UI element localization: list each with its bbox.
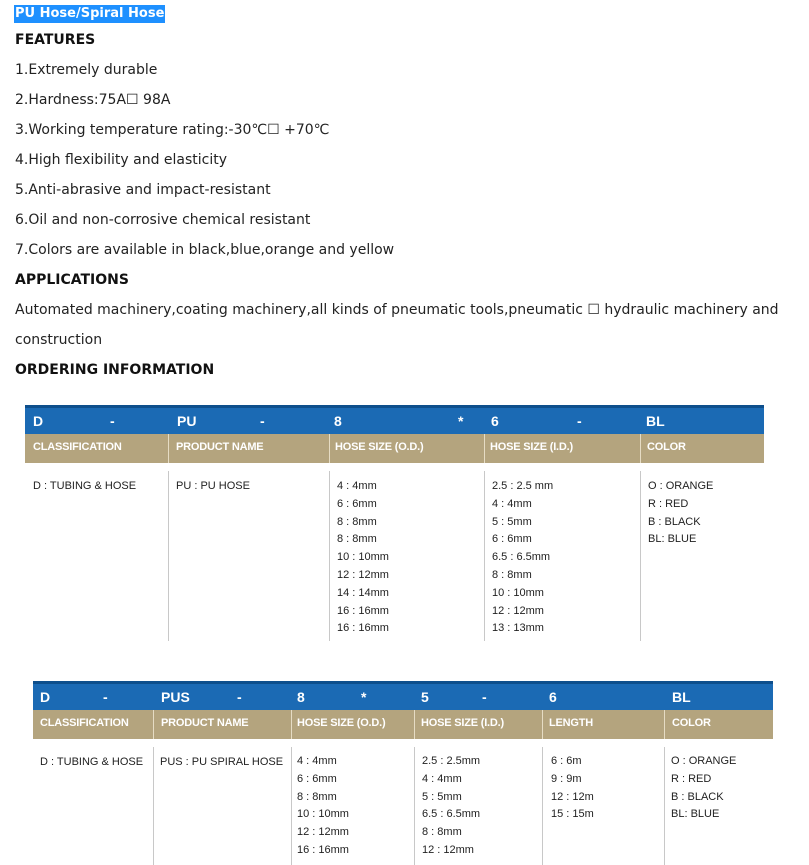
od-item: 10 : 10mm [297,808,349,821]
id-item: 10 : 10mm [492,586,544,599]
code-segment: D [40,689,51,705]
od-item: 8 : 8mm [337,533,377,546]
code-segment: 6 [549,689,557,705]
feature-item: 7.Colors are available in black,blue,orange and yellow [15,242,395,258]
header-hose-od: HOSE SIZE (O.D.) [335,441,424,453]
id-item: 6.5 : 6.5mm [492,551,551,564]
code-segment: - [260,413,265,429]
header-hose-id: HOSE SIZE (I.D.) [421,717,504,729]
code-segment: BL [672,689,691,705]
id-item: 5 : 5mm [422,790,462,803]
od-list [337,478,389,638]
code-segment: PU [177,413,197,429]
id-item: 6 : 6mm [492,533,532,546]
id-list [422,753,480,860]
feature-item: 4.High flexibility and elasticity [15,152,228,168]
od-item: 12 : 12mm [297,826,349,839]
feature-item: 1.Extremely durable [15,62,158,78]
id-list [492,478,553,638]
code-segment: - [110,413,115,429]
color-item: B : BLACK [671,790,724,803]
feature-item: 5.Anti-abrasive and impact-resistant [15,182,271,198]
od-item: 16 : 16mm [337,604,389,617]
od-item: 14 : 14mm [337,586,389,599]
color-item: B : BLACK [648,515,701,528]
header-classification: CLASSIFICATION [40,717,129,729]
header-color: COLOR [647,441,686,453]
code-segment: 6 [491,413,499,429]
feature-item: 3.Working temperature rating:-30℃☐ +70℃ [15,122,330,138]
header-classification: CLASSIFICATION [33,441,122,453]
code-segment: - [482,689,487,705]
id-item: 2.5 : 2.5mm [422,755,481,767]
color-list [648,478,713,549]
code-segment: * [361,689,367,705]
id-item: 6.5 : 6.5mm [422,808,481,821]
code-segment: 8 [334,413,342,429]
color-item: BL: BLUE [648,533,697,546]
od-item: 10 : 10mm [337,551,389,564]
od-item: 4 : 4mm [337,480,377,492]
header-product-name: PRODUCT NAME [176,441,264,453]
od-item: 8 : 8mm [337,515,377,528]
id-item: 8 : 8mm [492,568,532,581]
id-item: 4 : 4mm [422,772,462,785]
header-color: COLOR [672,717,711,729]
od-item: 4 : 4mm [297,755,337,767]
od-item: 6 : 6mm [297,772,337,785]
od-item: 12 : 12mm [337,568,389,581]
classification-value: D : TUBING & HOSE [40,756,144,768]
header-product-name: PRODUCT NAME [161,717,249,729]
length-item: 12 : 12m [551,790,594,803]
od-list [297,753,349,860]
color-item: R : RED [648,497,689,510]
color-item: O : ORANGE [671,755,737,767]
ordering-table-pu [25,405,764,640]
color-list [671,753,736,824]
color-item: O : ORANGE [648,480,714,492]
product-value: PUS : PU SPIRAL HOSE [160,756,284,768]
code-segment: PUS [161,689,190,705]
code-segment: - [103,689,108,705]
code-segment: 5 [421,689,429,705]
code-segment: * [458,413,464,429]
od-item: 16 : 16mm [297,843,349,856]
color-item: BL: BLUE [671,808,720,821]
id-item: 2.5 : 2.5 mm [492,480,554,492]
length-item: 15 : 15m [551,808,594,821]
feature-item: 6.Oil and non-corrosive chemical resistant [15,212,311,228]
code-bar [33,681,773,710]
applications-text: construction [15,332,103,348]
header-row [33,710,773,739]
code-segment: 8 [297,689,305,705]
code-segment: - [577,413,582,429]
od-item: 8 : 8mm [297,790,337,803]
code-segment: BL [646,413,665,429]
ordering-heading: ORDERING INFORMATION [15,362,215,378]
id-item: 8 : 8mm [422,826,462,839]
od-item: 6 : 6mm [337,497,377,510]
id-item: 12 : 12mm [422,843,474,856]
code-segment: D [33,413,44,429]
code-bar [25,405,764,434]
length-list [551,753,594,824]
header-length: LENGTH [549,717,594,729]
ordering-table-pus [33,681,773,865]
id-item: 5 : 5mm [492,515,532,528]
product-value: PU : PU HOSE [176,480,250,492]
code-segment: - [237,689,242,705]
id-item: 12 : 12mm [492,604,544,617]
length-item: 6 : 6m [551,755,582,767]
applications-heading: APPLICATIONS [15,272,129,288]
header-row [25,434,764,463]
color-item: R : RED [671,772,712,785]
id-item: 4 : 4mm [492,497,532,510]
feature-item: 2.Hardness:75A☐ 98A [15,92,171,108]
length-item: 9 : 9m [551,772,582,785]
features-heading: FEATURES [15,32,96,48]
id-item: 13 : 13mm [492,622,544,635]
od-item: 16 : 16mm [337,622,389,635]
classification-value: D : TUBING & HOSE [33,480,137,492]
header-hose-id: HOSE SIZE (I.D.) [490,441,573,453]
page-title: PU Hose/Spiral Hose [15,6,165,21]
applications-text: Automated machinery,coating machinery,all kinds of pneumatic tools,pneumatic ☐ hydraulic machinery and [15,302,779,318]
header-hose-od: HOSE SIZE (O.D.) [297,717,386,729]
